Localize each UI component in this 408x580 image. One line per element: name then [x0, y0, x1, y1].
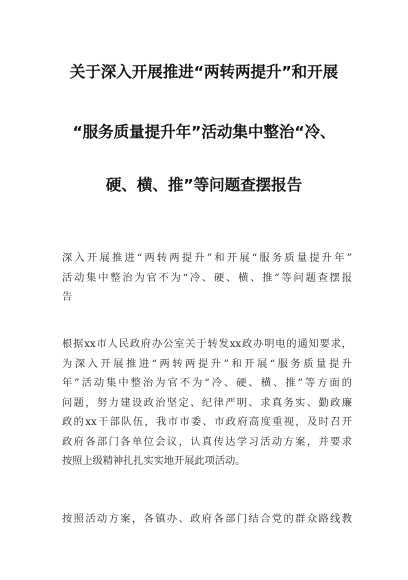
paragraph-line: 政的xx干部队伍，我市市委、市政府高度重视，及时召开	[62, 417, 352, 428]
document-title-line-2: “服务质量提升年”活动集中整治“冷、	[72, 123, 336, 141]
document-title-line-1: 关于深入开展推进“两转两提升”和开展	[69, 63, 339, 81]
paragraph-line: 告	[62, 292, 73, 303]
paragraph-line: 政府各部门各单位会议，认真传达学习活动方案，并要求	[62, 436, 352, 448]
paragraph-line: 为深入开展推进“两转两提升”和开展“服务质量提升	[62, 358, 352, 370]
paragraph-line: 问题，努力建设政治坚定、纪律严明、求真务实、勤政廉	[62, 397, 352, 409]
paragraph-body-1	[62, 335, 352, 472]
paragraph-subtitle	[62, 249, 352, 308]
paragraph-line: 年”活动集中整治为官不为“冷、硬、横、推”等方面的	[62, 378, 352, 389]
paragraph-body-2	[62, 510, 352, 530]
document-title-line-3: 硬、横、推”等问题查摆报告	[105, 176, 303, 194]
paragraph-line: 深入开展推进“两转两提升”和开展“服务质量提升年”	[62, 253, 352, 264]
paragraph-line: 活动集中整治为官不为“冷、硬、横、推”等问题查摆报	[62, 272, 352, 284]
paragraph-line: 按照活动方案，各镇办、政府各部门结合党的群众路线教	[62, 514, 352, 525]
paragraph-line: 根据xx市人民政府办公室关于转发xx政办明电的通知要求，	[62, 339, 352, 350]
paragraph-line: 按照上级精神扎扎实实地开展此项活动。	[62, 456, 246, 467]
